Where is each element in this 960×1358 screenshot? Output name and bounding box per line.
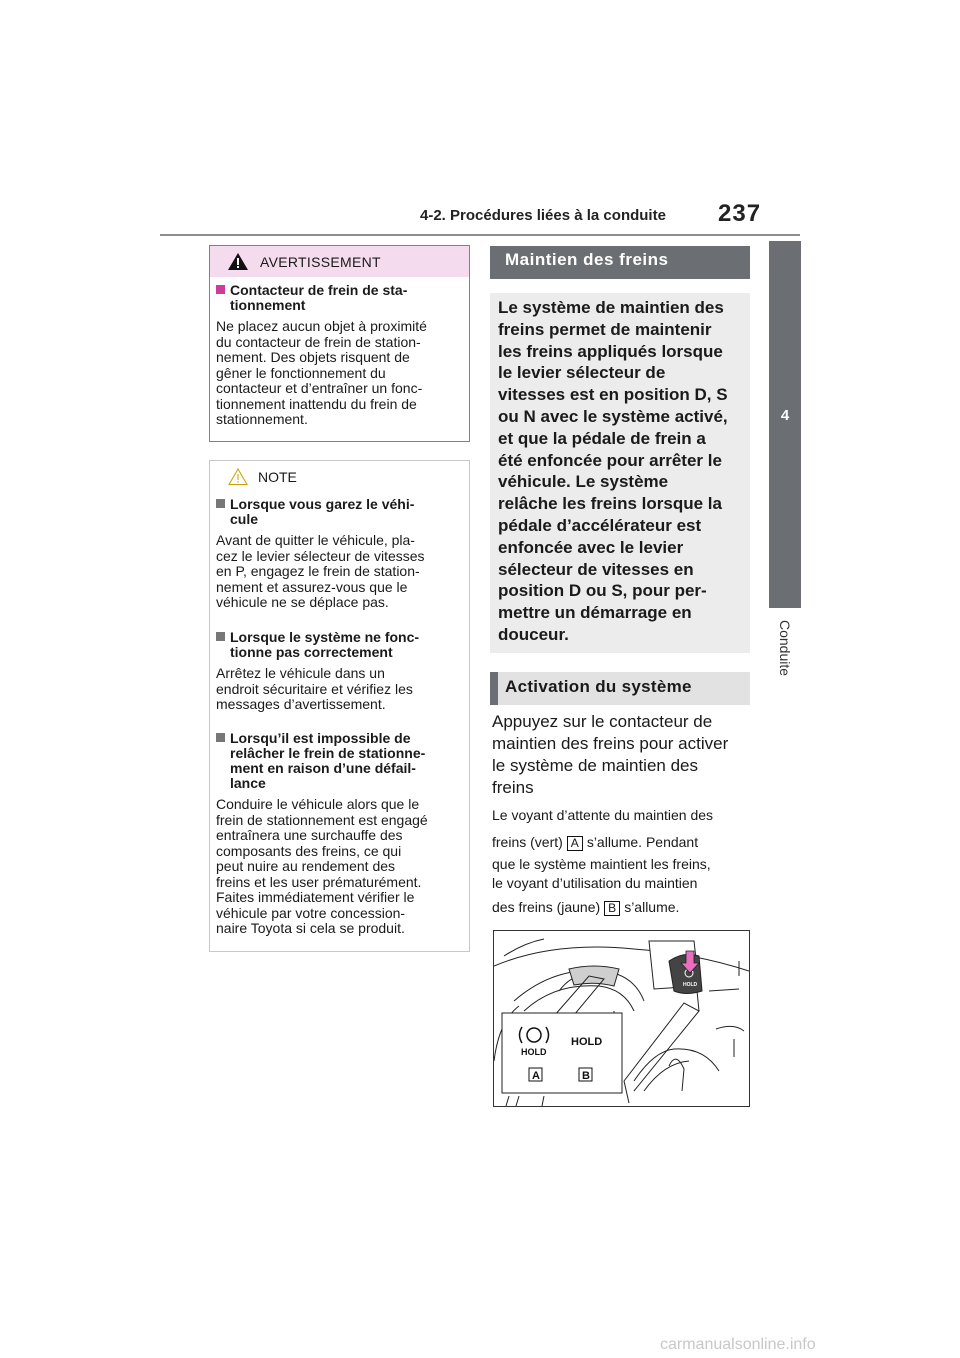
chapter-number: 4 [780,407,790,424]
warning-triangle-icon [228,253,248,270]
warning-heading: Contacteur de frein de sta- tionnement [216,283,407,313]
bullet-square-icon [216,285,225,294]
indicator-a-text: HOLD [521,1047,547,1057]
note-title: NOTE [258,469,297,485]
watermark: carmanualsonline.info [660,1336,816,1353]
switch-label: HOLD [683,982,698,988]
warning-title: AVERTISSEMENT [260,254,381,270]
header-rule [160,234,800,236]
note-item-body: Conduire le véhicule alors que le frein de stationnement est engagé entraînera une surchauffe des composants des freins, ce qui peut nuire au rendement des freins et les user prématurément. Faites immédiatement vérifier le véhicule par votre concession- naire Toyota si cela se produit. [216,796,428,936]
chapter-label [771,620,799,700]
step-instruction: Appuyez sur le contacteur de maintien des freins pour activer le système de maintien des freins [492,712,729,797]
warning-body: Ne placez aucun objet à proximité du contacteur de frein de station- nement. Des objets risquent de gêner le fonctionnement du contacteur et d’entraîner un fonc- tionnement inattendu du frein de stationnement. [216,318,427,427]
warning-header [210,246,469,277]
label-b-badge: B [604,901,620,916]
dashboard-drawing [494,931,749,1106]
chapter-tab [769,241,801,608]
detail-line: des freins (jaune) B s’allume. [492,899,680,915]
note-item-heading: Lorsque le système ne fonc- tionne pas correctement [216,630,419,660]
note-item-heading: Lorsqu’il est impossible de relâcher le frein de stationne- ment en raison d’une défail- lance [216,731,425,791]
bullet-square-icon [216,499,225,508]
subsection-heading: Activation du système [505,677,692,696]
note-header [210,461,469,492]
page-number: 237 [718,200,762,227]
caution-triangle-icon [228,468,248,485]
detail-line: freins (vert) A s’allume. Pendant [492,834,699,850]
note-item-heading: Lorsque vous garez le véhi- cule [216,497,414,527]
bullet-square-icon [216,733,225,742]
chapter-label-text: Conduite [777,620,793,677]
summary-text: Le système de maintien des freins permet de maintenir les freins appliqués lorsque le levier sélecteur de vitesses est en position D, S ou N avec le système activé, et que la pédale de frein a été enfoncée pour arrêter le véhicule. Le système relâche les freins lorsque la pédale d’accélérateur est enfoncée avec le levier sélecteur de vitesses en position D ou S, pour per- mettre un démarrage en douceur. [498,298,728,644]
dashboard-illustration [493,930,750,1107]
illustration-label-a: A [532,1070,540,1082]
detail-line: le voyant d’utilisation du maintien [492,875,698,891]
warning-box [209,245,470,442]
section-heading: Maintien des freins [505,250,669,269]
note-box [209,460,470,952]
label-a-badge: A [567,836,583,851]
note-item-body: Arrêtez le véhicule dans un endroit sécuritaire et vérifiez les messages d’avertissement. [216,665,413,712]
note-item-body: Avant de quitter le véhicule, pla- cez le levier sélecteur de vitesses en P, engagez le frein de station- nement et assurez-vous que le véhicule ne se déplace pas. [216,532,425,610]
indicator-b-text: HOLD [571,1036,603,1048]
section-title: 4-2. Procédures liées à la conduite [420,207,666,224]
bullet-square-icon [216,632,225,641]
detail-line: Le voyant d’attente du maintien des [492,807,714,823]
illustration-label-b: B [582,1070,590,1082]
detail-line: que le système maintient les freins, [492,856,711,872]
